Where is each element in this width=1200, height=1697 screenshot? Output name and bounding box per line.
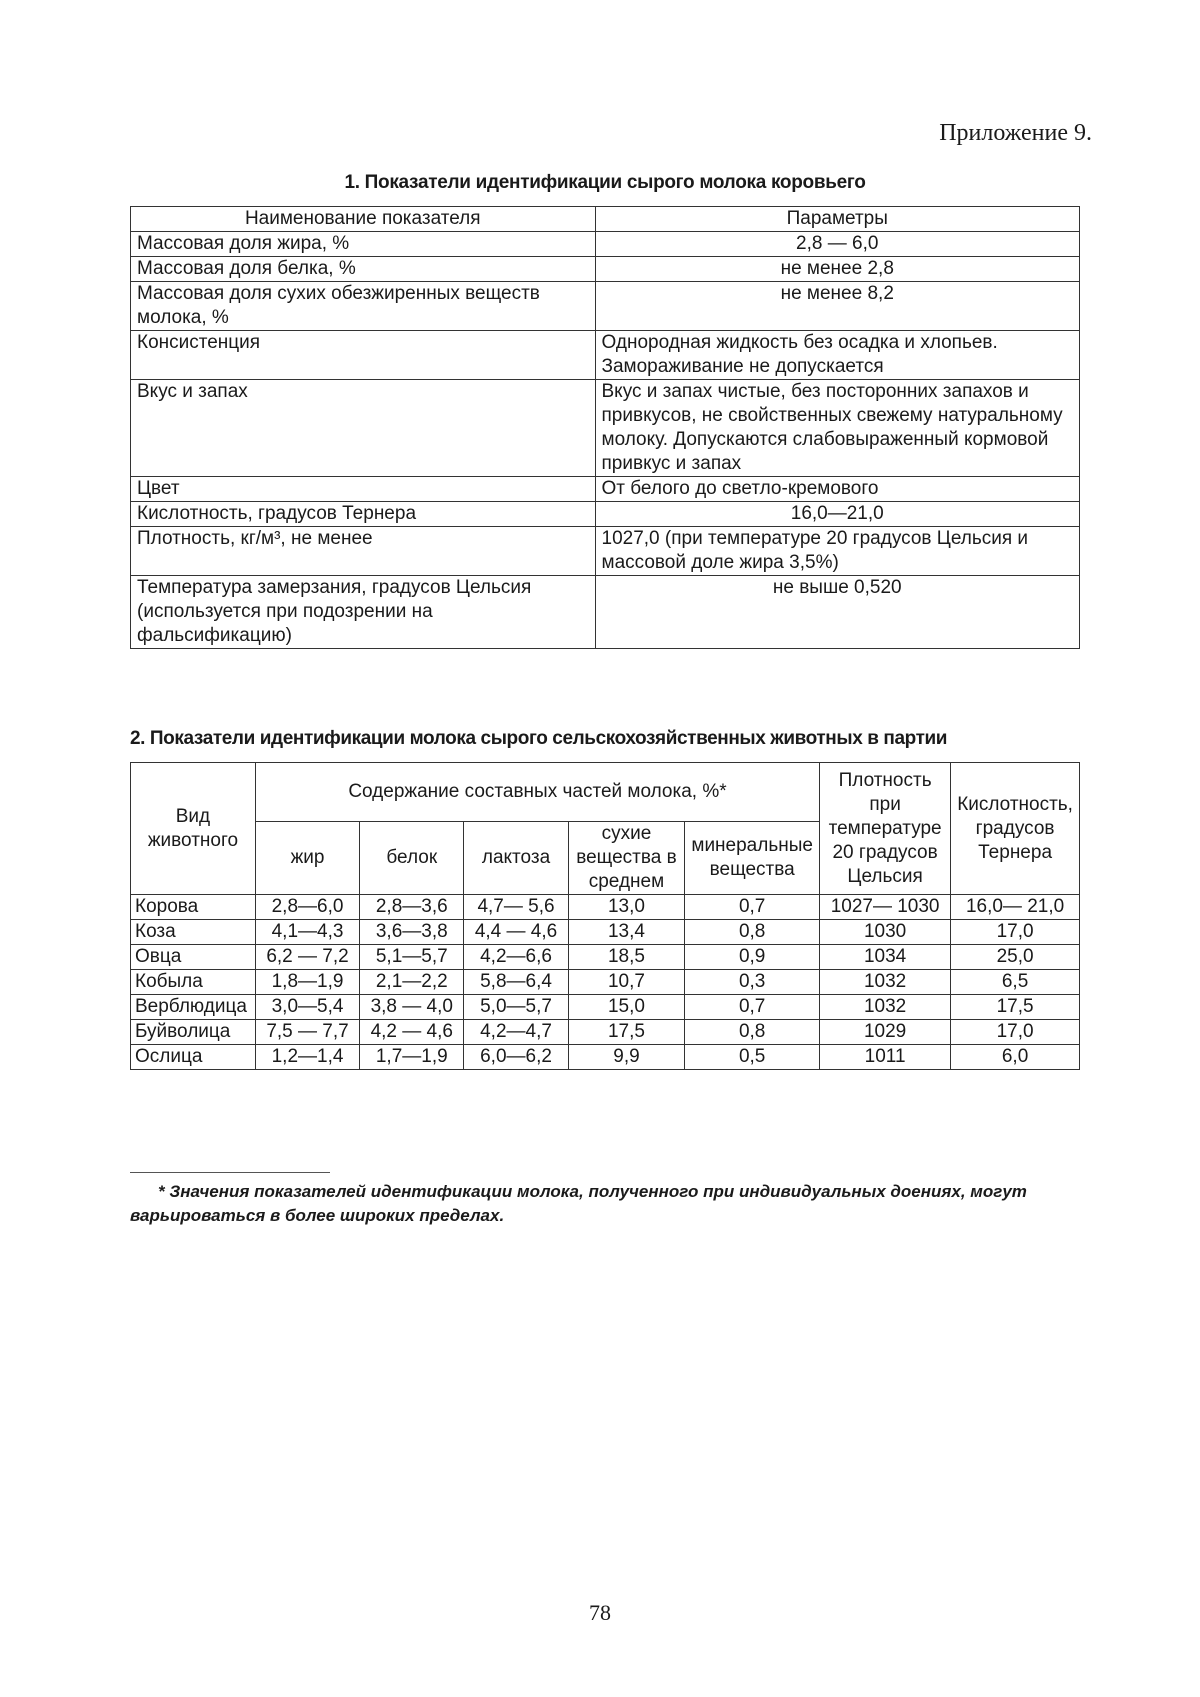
table1-title: 1. Показатели идентификации сырого молока коровьего xyxy=(344,172,866,193)
fat-cell: 6,2 — 7,2 xyxy=(255,945,359,970)
acidity-cell: 17,0 xyxy=(951,1020,1080,1045)
table-row xyxy=(131,970,1080,995)
animal-cell: Ослица xyxy=(131,1045,256,1070)
header-animal: Вид животного xyxy=(131,763,256,895)
acidity-cell: 6,0 xyxy=(951,1045,1080,1070)
header-acidity: Кислотность, градусов Тернера xyxy=(951,763,1080,895)
acidity-cell: 17,0 xyxy=(951,920,1080,945)
table-row xyxy=(131,282,1080,331)
protein-cell: 2,1—2,2 xyxy=(360,970,464,995)
solids-cell: 15,0 xyxy=(568,995,685,1020)
subheader-protein: белок xyxy=(360,822,464,895)
indicator-name: Массовая доля сухих обезжиренных веществ молока, % xyxy=(131,282,596,331)
animal-cell: Коза xyxy=(131,920,256,945)
density-cell: 1029 xyxy=(820,1020,951,1045)
header-composition: Содержание составных частей молока, %* xyxy=(255,763,819,822)
density-cell: 1032 xyxy=(820,970,951,995)
solids-cell: 13,0 xyxy=(568,895,685,920)
density-cell: 1030 xyxy=(820,920,951,945)
minerals-cell: 0,8 xyxy=(685,920,820,945)
acidity-cell: 25,0 xyxy=(951,945,1080,970)
subheader-fat: жир xyxy=(255,822,359,895)
lactose-cell: 5,8—6,4 xyxy=(464,970,568,995)
indicator-name: Кислотность, градусов Тернера xyxy=(131,502,596,527)
indicator-name: Цвет xyxy=(131,477,596,502)
table-row xyxy=(131,502,1080,527)
density-cell: 1032 xyxy=(820,995,951,1020)
footnote: * Значения показателей идентификации молока, полученного при индивидуальных доениях, могут варьироваться в более широких пределах. xyxy=(130,1182,1027,1225)
indicator-value: Однородная жидкость без осадка и хлопьев. Замораживание не допускается xyxy=(595,331,1080,380)
table-row xyxy=(131,232,1080,257)
indicator-name: Температура замерзания, градусов Цельсия (используется при подозрении на фальсификацию) xyxy=(131,576,596,649)
indicator-name: Плотность, кг/м³, не менее xyxy=(131,527,596,576)
footnote-divider xyxy=(130,1172,330,1173)
indicator-value: 2,8 — 6,0 xyxy=(595,232,1080,257)
table-row xyxy=(131,331,1080,380)
table-row xyxy=(131,895,1080,920)
table-header-row xyxy=(131,207,1080,232)
header-parameters: Параметры xyxy=(595,207,1080,232)
page-number: 78 xyxy=(589,1600,611,1625)
protein-cell: 2,8—3,6 xyxy=(360,895,464,920)
density-cell: 1011 xyxy=(820,1045,951,1070)
animal-cell: Овца xyxy=(131,945,256,970)
table-cow-milk-indicators xyxy=(130,206,1080,649)
protein-cell: 5,1—5,7 xyxy=(360,945,464,970)
table-row xyxy=(131,576,1080,649)
solids-cell: 9,9 xyxy=(568,1045,685,1070)
indicator-value: не менее 8,2 xyxy=(595,282,1080,331)
minerals-cell: 0,7 xyxy=(685,995,820,1020)
protein-cell: 4,2 — 4,6 xyxy=(360,1020,464,1045)
fat-cell: 2,8—6,0 xyxy=(255,895,359,920)
indicator-value: Вкус и запах чистые, без посторонних запахов и привкусов, не свойственных свежему натуральному молоку. Допускаются слабовыраженный кормовой привкус и запах xyxy=(595,380,1080,477)
animal-cell: Верблюдица xyxy=(131,995,256,1020)
indicator-name: Массовая доля белка, % xyxy=(131,257,596,282)
density-cell: 1027— 1030 xyxy=(820,895,951,920)
animal-cell: Кобыла xyxy=(131,970,256,995)
header-density: Плотность при температуре 20 градусов Цельсия xyxy=(820,763,951,895)
table-row xyxy=(131,477,1080,502)
table-header-row xyxy=(131,763,1080,822)
table-row xyxy=(131,945,1080,970)
indicator-value: 1027,0 (при температуре 20 градусов Цельсия и массовой доле жира 3,5%) xyxy=(595,527,1080,576)
indicator-name: Консистенция xyxy=(131,331,596,380)
animal-cell: Буйволица xyxy=(131,1020,256,1045)
indicator-value: не выше 0,520 xyxy=(595,576,1080,649)
density-cell: 1034 xyxy=(820,945,951,970)
indicator-name: Массовая доля жира, % xyxy=(131,232,596,257)
minerals-cell: 0,5 xyxy=(685,1045,820,1070)
acidity-cell: 6,5 xyxy=(951,970,1080,995)
header-indicator-name: Наименование показателя xyxy=(131,207,596,232)
lactose-cell: 4,7— 5,6 xyxy=(464,895,568,920)
table-animal-milk-indicators xyxy=(130,762,1080,1070)
indicator-value: От белого до светло-кремового xyxy=(595,477,1080,502)
fat-cell: 3,0—5,4 xyxy=(255,995,359,1020)
acidity-cell: 16,0— 21,0 xyxy=(951,895,1080,920)
fat-cell: 1,2—1,4 xyxy=(255,1045,359,1070)
table-row xyxy=(131,257,1080,282)
table2-title: 2. Показатели идентификации молока сырого сельскохозяйственных животных в партии xyxy=(130,728,948,749)
subheader-solids: сухие вещества в среднем xyxy=(568,822,685,895)
lactose-cell: 5,0—5,7 xyxy=(464,995,568,1020)
indicator-value: не менее 2,8 xyxy=(595,257,1080,282)
minerals-cell: 0,3 xyxy=(685,970,820,995)
lactose-cell: 6,0—6,2 xyxy=(464,1045,568,1070)
protein-cell: 1,7—1,9 xyxy=(360,1045,464,1070)
fat-cell: 1,8—1,9 xyxy=(255,970,359,995)
minerals-cell: 0,8 xyxy=(685,1020,820,1045)
solids-cell: 17,5 xyxy=(568,1020,685,1045)
solids-cell: 10,7 xyxy=(568,970,685,995)
table-row xyxy=(131,1045,1080,1070)
acidity-cell: 17,5 xyxy=(951,995,1080,1020)
fat-cell: 7,5 — 7,7 xyxy=(255,1020,359,1045)
indicator-name: Вкус и запах xyxy=(131,380,596,477)
protein-cell: 3,8 — 4,0 xyxy=(360,995,464,1020)
table-row xyxy=(131,1020,1080,1045)
table-row xyxy=(131,995,1080,1020)
table-row xyxy=(131,920,1080,945)
table-row xyxy=(131,527,1080,576)
subheader-lactose: лактоза xyxy=(464,822,568,895)
lactose-cell: 4,2—6,6 xyxy=(464,945,568,970)
animal-cell: Корова xyxy=(131,895,256,920)
subheader-minerals: минеральные вещества xyxy=(685,822,820,895)
minerals-cell: 0,7 xyxy=(685,895,820,920)
protein-cell: 3,6—3,8 xyxy=(360,920,464,945)
fat-cell: 4,1—4,3 xyxy=(255,920,359,945)
solids-cell: 18,5 xyxy=(568,945,685,970)
table-row xyxy=(131,380,1080,477)
solids-cell: 13,4 xyxy=(568,920,685,945)
lactose-cell: 4,4 — 4,6 xyxy=(464,920,568,945)
minerals-cell: 0,9 xyxy=(685,945,820,970)
appendix-label: Приложение 9. xyxy=(939,120,1092,146)
indicator-value: 16,0—21,0 xyxy=(595,502,1080,527)
lactose-cell: 4,2—4,7 xyxy=(464,1020,568,1045)
